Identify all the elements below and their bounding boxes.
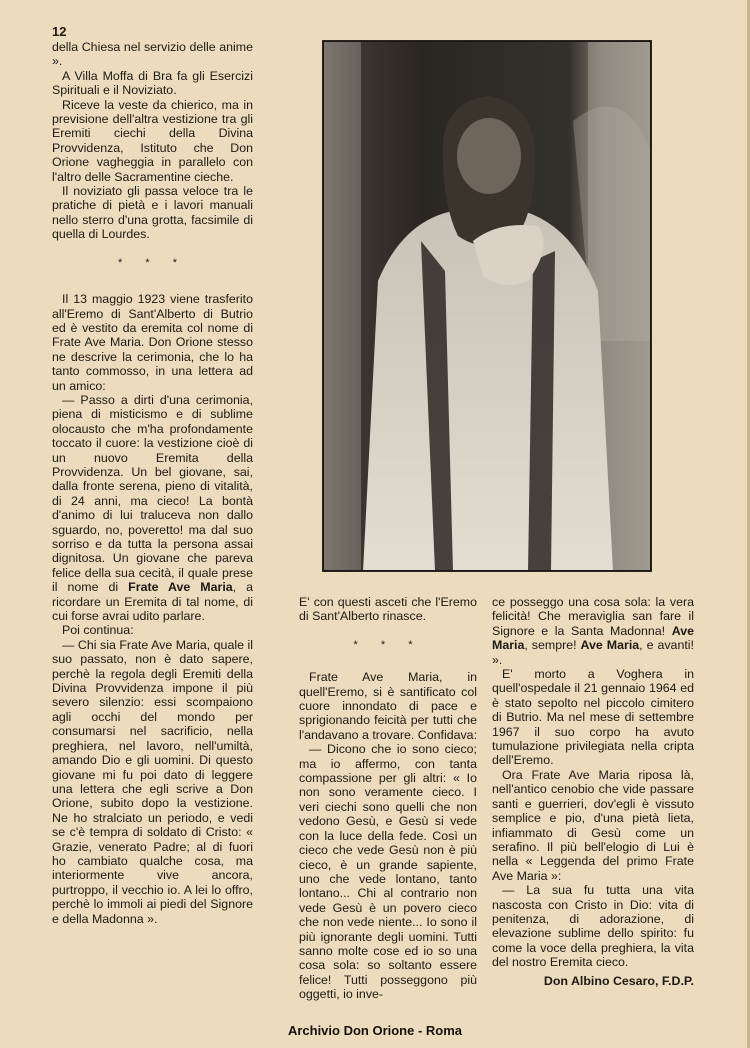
paragraph: Ora Frate Ave Maria riposa là, nell'antico cenobio che vide passare santi e guerrieri, dov'egli è vissuto semplice e pio, d'una pietà lieta, infiammato di Gesù come un serafino. Il più bell'elogio di Lui è nella « Leggenda del primo Frate Ave Maria »: [492, 767, 694, 883]
paragraph: — Dicono che io sono cieco; ma io affermo, con tanta compassione per gli altri: « Io non sono veramente cieco. I veri ciechi sono quelli che non vedono Gesù, e Gesù si vede con la luce della fede. Così un cieco che vede Gesù non è più cieco, è un grande sapiente, uno che vede lontano, tanto lontano... Chi al contrario non vede Gesù è un povero cieco che non vede niente... Io sono il più ignorante degli uomini. Tutti sanno molte cose ed io so una cosa sola: so soltanto essere felice! Tutti posseggono più oggetti, io inve- [299, 742, 477, 1002]
archive-footer: Archivio Don Orione - Roma [287, 1023, 463, 1038]
section-separator: * * * [118, 256, 187, 269]
paragraph: A Villa Moffa di Bra fa gli Esercizi Spirituali e il Noviziato. [52, 68, 253, 98]
stone-pillar-left [323, 41, 361, 571]
photo-illustration [323, 41, 651, 571]
photo-hermit-portrait [322, 40, 652, 572]
paragraph-text: — Passo a dirti d'una cerimonia, piena di misticismo e di sublime olocausto che m'ha profondamente toccato il cuore: la vestizione cioè di un nuovo Eremita della Provvidenza. Un bel giovane, sai, dalla fronte serena, pieno di vitalità, di 24 anni, ma cieco! La bontà d'animo di lui traluceva non dallo sguardo, no, poveretto! ma dal suo sorriso e da tutta la persona assai dignitosa. Un giovane che pareva felice della sua cecità, il quale prese il nome di [52, 392, 253, 595]
column-3 [492, 595, 694, 988]
paragraph-text: , e avanti! ». [492, 638, 694, 667]
bold-name: Frate Ave Maria [128, 580, 233, 595]
paragraph: — La sua fu tutta una vita nascosta con Cristo in Dio: vita di penitenza, di adorazione, di elevazione sublime dello spirito: fu come la voce della preghiera, la vita del nostro Eremita cieco. [492, 883, 694, 970]
paragraph: E' morto a Voghera in quell'ospedale il 21 gennaio 1964 ed è stato sepolto nel piccolo cimitero di Butrio. Ma nel mese di settembre 1967 il suo corpo ha avuto tumulazione privilegiata nella cripta dell'Eremo. [492, 667, 694, 768]
paragraph: Il noviziato gli passa veloce tra le pratiche di pietà e i lavori manuali nello sterro d'una grotta, facsimile di quella di Lourdes. [52, 184, 253, 242]
paragraph: Il 13 maggio 1923 viene trasferito all'Eremo di Sant'Alberto di Butrio ed è vestito da eremita col nome di Frate Ave Maria. Don Orione stesso ne descrive la cerimonia, che lo ha tanto commosso, in una lettera ad un amico: [52, 292, 253, 393]
paragraph: della Chiesa nel servizio delle anime ». [52, 40, 253, 69]
paragraph: E' con questi asceti che l'Eremo di Sant'Alberto rinasce. [299, 595, 477, 624]
paragraph-text: ce posseggo una cosa sola: la vera felicità! Che meraviglia san fare il Signore e la Santa Madonna! [492, 595, 694, 638]
paragraph [492, 595, 694, 667]
section-separator: * * * [353, 638, 423, 651]
paragraph-text: , a ricordare un Eremita di tal nome, di cui forse avrai udito parlare. [52, 580, 253, 624]
column-1 [52, 40, 253, 926]
paragraph: Frate Ave Maria, in quell'Eremo, si è santificato col cuore innondato di pace e sprigionando feicità per tutti che l'andavano a trovare. Confidava: [299, 670, 478, 742]
bold-phrase: Ave Maria [580, 638, 640, 653]
author-signature: Don Albino Cesaro, F.D.P. [543, 973, 694, 988]
bold-phrase: Ave Maria [492, 623, 694, 653]
paragraph: Poi continua: [62, 623, 134, 638]
paragraph [52, 393, 253, 624]
paragraph: — Chi sia Frate Ave Maria, quale il suo passato, non è dato sapere, perchè la regola degli Eremiti della Divina Provvidenza impone il più severo silenzio: essi scompaiono agli occhi del mondo per consumarsi nel sacrificio, nella preghiera, nel lavoro, nell'umiltà, amando Dio e gli uomini. Di questo giovane mi fu poi dato di leggere una lettera che egli scrive a Don Orione, subito dopo la vestizione. Ne ho stralciato un periodo, e vedi se c'è tempra di soldato di Cristo: « Grazie, venerato Padre; al di fuori ho cambiato qualche cosa, ma interiormente vive ancora, purtroppo, il vecchio io. A lei lo offro, perchè lo immoli ai piedi del Signore e della Madonna ». [52, 637, 253, 926]
column-2 [299, 595, 477, 1002]
page-number: 12 [52, 24, 67, 39]
face [457, 118, 521, 194]
paragraph: Riceve la veste da chierico, ma in previsione dell'altra vestizione tra gli Eremiti ciechi della Divina Provvidenza, Istituto che Don Orione vagheggia in parallelo con l'altro delle Sacramentine cieche. [52, 97, 253, 184]
paragraph-text: , sempre! [524, 638, 577, 653]
